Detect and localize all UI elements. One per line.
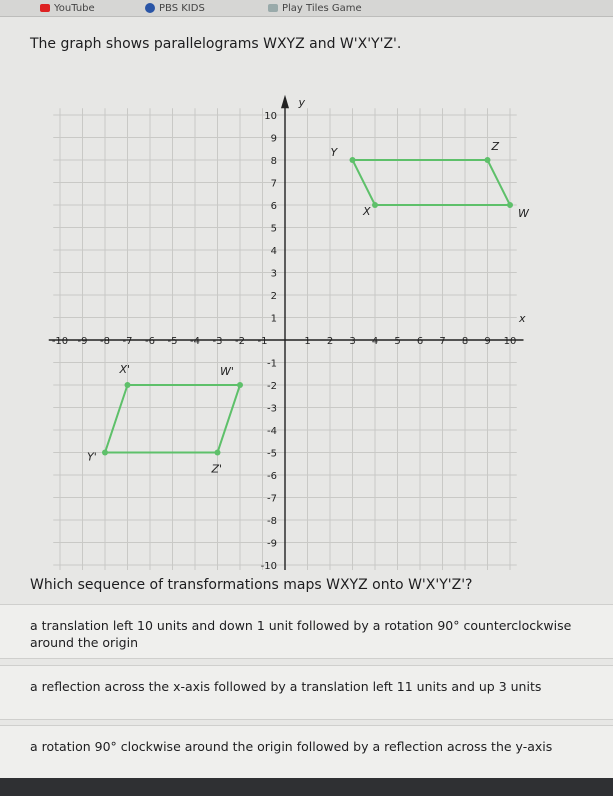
choice-text: a rotation 90° clockwise around the origin followed by a reflection across the y-axis bbox=[30, 739, 553, 754]
vertex-point bbox=[350, 157, 356, 163]
bookmark-label: PBS KIDS bbox=[159, 2, 205, 14]
x-tick-label: 5 bbox=[394, 336, 401, 347]
x-tick-label: -10 bbox=[51, 336, 69, 347]
x-tick-label: 6 bbox=[416, 336, 424, 347]
vertex-point bbox=[485, 157, 491, 163]
vertex-label: Z bbox=[491, 140, 500, 153]
vertex-point bbox=[215, 450, 221, 456]
y-axis-arrow-icon bbox=[281, 95, 289, 109]
y-tick-label: -6 bbox=[267, 471, 277, 482]
y-tick-label: -7 bbox=[267, 493, 277, 505]
vertex-point bbox=[102, 450, 108, 456]
vertex-label: X bbox=[363, 205, 371, 218]
x-tick-label: -9 bbox=[77, 336, 88, 347]
vertex-label: X' bbox=[119, 363, 131, 376]
y-tick-label: 4 bbox=[270, 246, 277, 257]
coordinate-graph bbox=[0, 65, 613, 570]
youtube-icon bbox=[40, 4, 50, 12]
x-tick-label: -5 bbox=[167, 336, 178, 347]
x-tick-label: 1 bbox=[304, 336, 311, 347]
bookmarks-bar bbox=[0, 0, 613, 17]
y-tick-label: -8 bbox=[267, 516, 277, 527]
y-tick-label: -10 bbox=[260, 561, 277, 570]
x-tick-label: -8 bbox=[100, 336, 110, 347]
y-tick-label: -4 bbox=[267, 426, 277, 437]
x-tick-label: -7 bbox=[122, 336, 133, 347]
y-tick-label: 7 bbox=[270, 178, 277, 190]
vertex-point bbox=[372, 202, 378, 208]
x-tick-label: -4 bbox=[190, 336, 200, 347]
y-tick-label: 9 bbox=[270, 133, 277, 145]
y-tick-label: 3 bbox=[270, 268, 277, 280]
vertex-label: Z' bbox=[211, 462, 223, 476]
x-tick-label: 2 bbox=[326, 336, 334, 347]
x-tick-label: -6 bbox=[145, 336, 155, 347]
bookmark-label: Play Tiles Game bbox=[282, 2, 362, 14]
vertex-label: Y' bbox=[87, 450, 97, 464]
y-tick-label: 1 bbox=[270, 313, 277, 325]
y-tick-label: 2 bbox=[270, 291, 277, 302]
bookmark-pbs-kids[interactable] bbox=[145, 1, 205, 15]
y-axis-label: y bbox=[298, 96, 306, 109]
taskbar bbox=[0, 778, 613, 796]
y-tick-label: -5 bbox=[267, 448, 277, 460]
x-tick-label: -2 bbox=[235, 336, 245, 347]
pbs-kids-icon bbox=[145, 3, 155, 13]
bookmark-tiles[interactable] bbox=[268, 1, 362, 15]
question-prompt: The graph shows parallelograms WXYZ and W'X'Y'Z'. bbox=[30, 36, 402, 52]
bookmark-label: YouTube bbox=[54, 2, 95, 14]
x-tick-label: 4 bbox=[371, 336, 379, 347]
y-tick-label: 6 bbox=[270, 201, 277, 212]
y-tick-label: 10 bbox=[264, 111, 277, 122]
x-axis-label: x bbox=[519, 312, 526, 325]
vertex-point bbox=[125, 382, 131, 388]
x-tick-label: 3 bbox=[349, 336, 356, 347]
vertex-point bbox=[237, 382, 243, 388]
tiles-icon bbox=[268, 4, 278, 12]
choice-text: a translation left 10 units and down 1 unit followed by a rotation 90° counterclockwise around the origin bbox=[30, 618, 572, 650]
y-tick-label: -9 bbox=[267, 538, 277, 550]
y-tick-label: -3 bbox=[267, 403, 277, 415]
vertex-label: W' bbox=[220, 365, 234, 378]
vertex-point bbox=[507, 202, 513, 208]
answer-choice-c[interactable] bbox=[0, 725, 613, 780]
x-tick-label: 10 bbox=[503, 336, 517, 347]
vertex-label: Y bbox=[330, 146, 338, 159]
x-tick-label: -1 bbox=[257, 336, 268, 347]
y-tick-label: 5 bbox=[270, 223, 277, 235]
answer-choice-a[interactable] bbox=[0, 604, 613, 659]
answer-choice-b[interactable] bbox=[0, 665, 613, 720]
choice-text: a reflection across the x-axis followed by a translation left 11 units and up 3 units bbox=[30, 679, 542, 694]
y-tick-label: -1 bbox=[267, 358, 277, 370]
y-tick-label: 8 bbox=[270, 156, 277, 167]
bookmark-youtube[interactable] bbox=[40, 1, 95, 15]
question-text: Which sequence of transformations maps WXYZ onto W'X'Y'Z'? bbox=[30, 577, 473, 593]
x-tick-label: 8 bbox=[461, 336, 469, 347]
y-tick-label: -2 bbox=[267, 381, 277, 392]
vertex-label: W bbox=[518, 207, 529, 220]
x-tick-label: 9 bbox=[484, 336, 491, 347]
x-tick-label: -3 bbox=[212, 336, 223, 347]
x-tick-label: 7 bbox=[439, 336, 446, 347]
